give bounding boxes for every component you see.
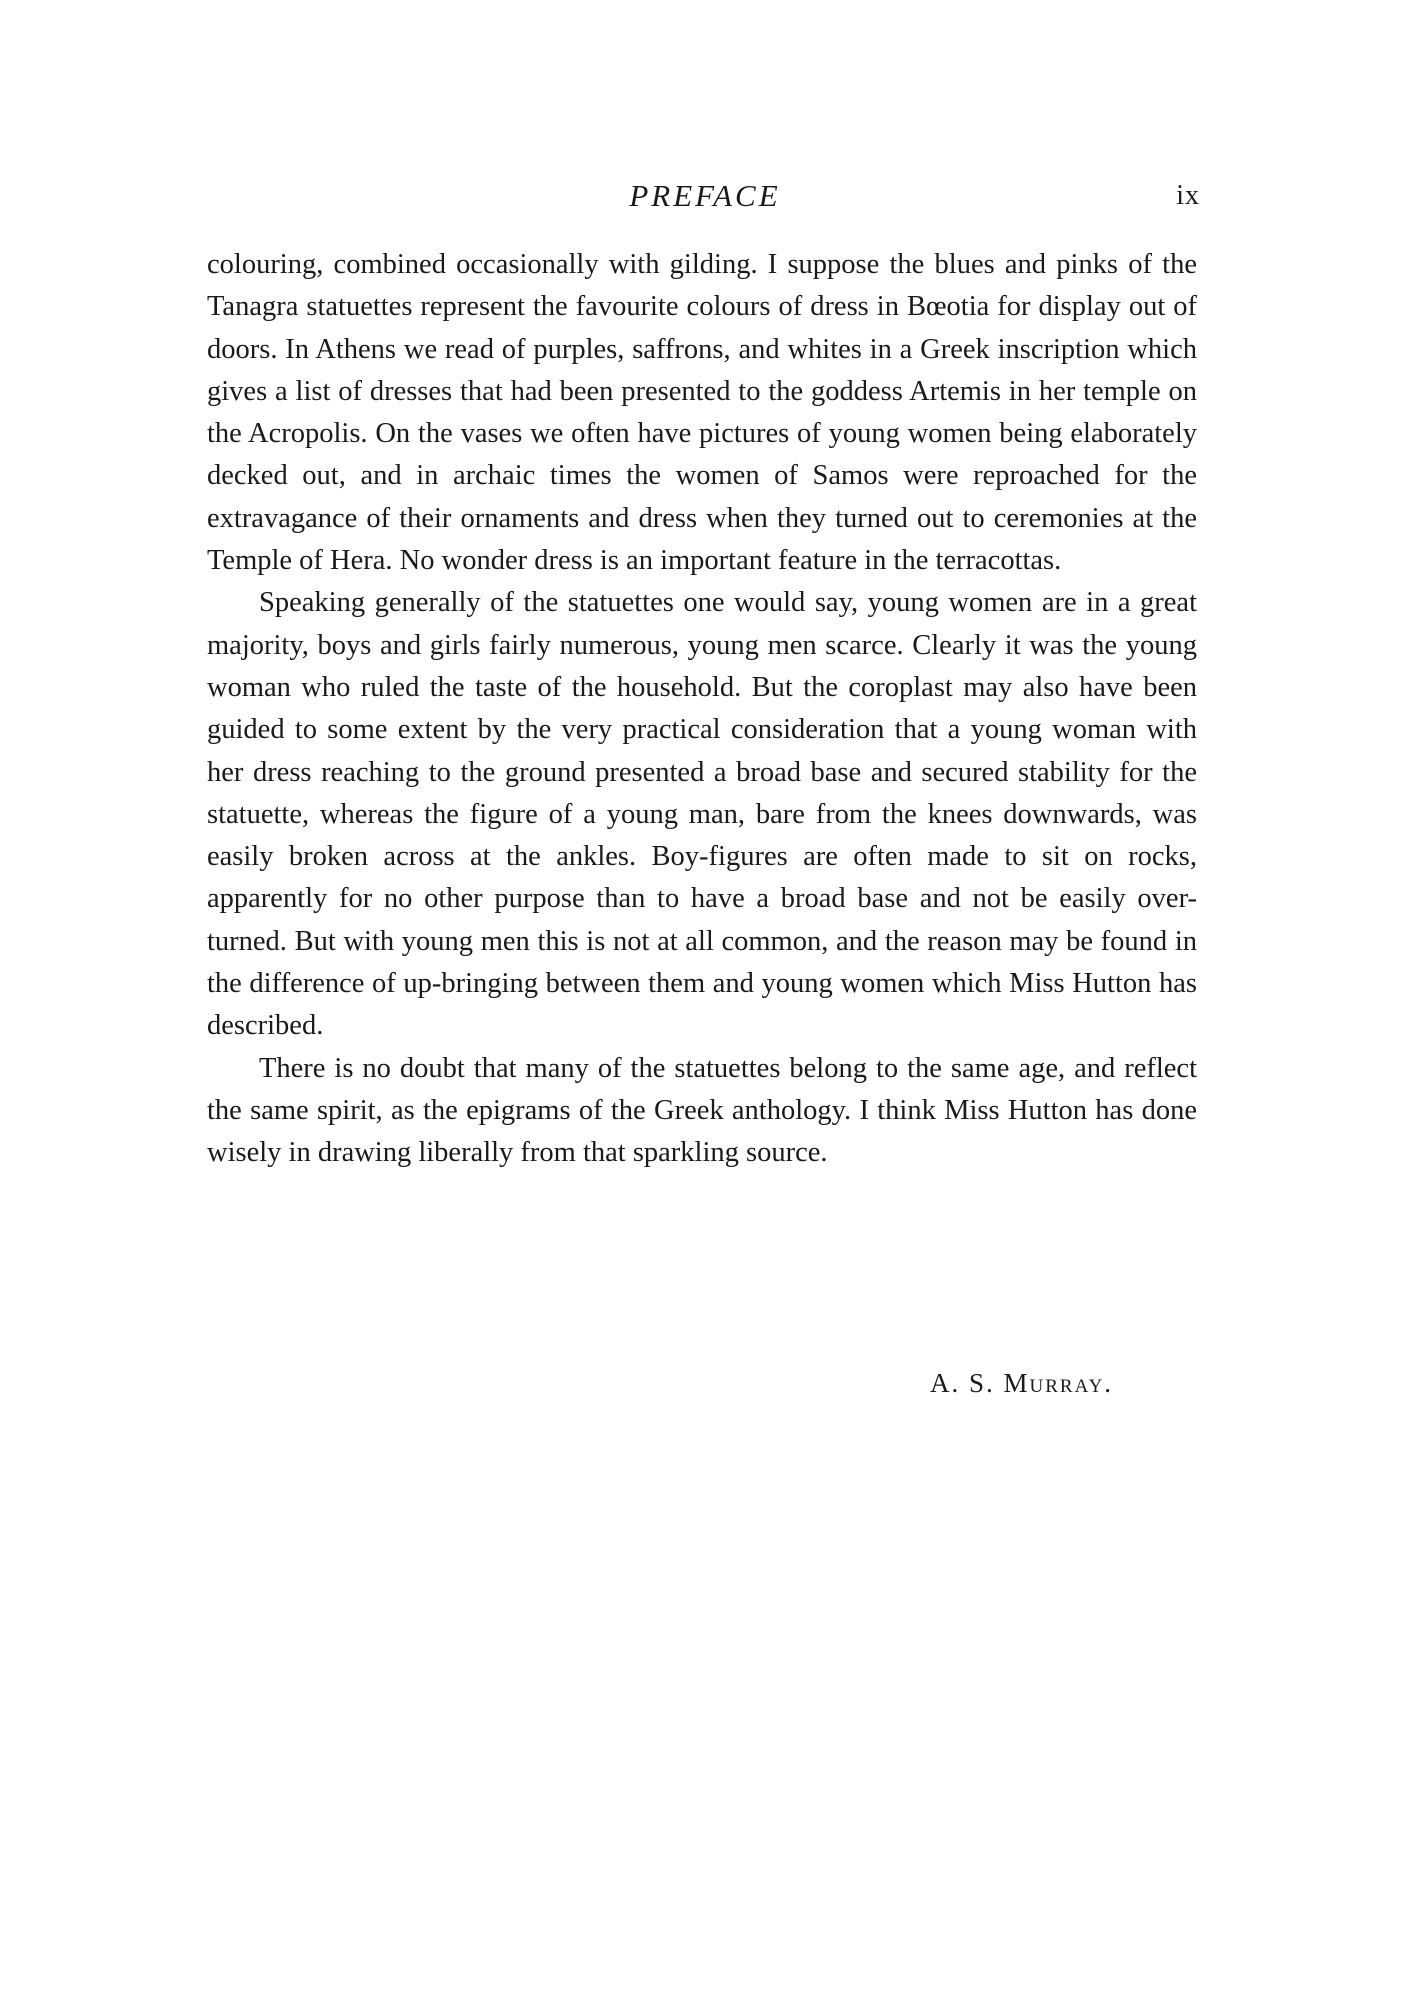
author-signature: A. S. Murray.	[930, 1368, 1114, 1398]
paragraph-epigrams: There is no doubt that many of the statuettes belong to the same age, and reflect the same spirit, as the epigrams of the Greek anthology. I think Miss Hutton has done wisely in drawing liberally from that sparkling source.	[207, 1052, 1197, 1169]
running-title: PREFACE	[629, 178, 781, 213]
paragraph-continued: colouring, combined occasionally with gilding. I suppose the blues and pinks of the Tanagra statuettes represent the favourite colours of dress in Bœotia for display out of doors. In Athens we read of purples, saffrons, and whites in a Greek inscription which gives a list of dresses that had been presented to the goddess Artemis in her temple on the Acropolis. On the vases we often have pictures of young women being elaborately decked out, and in archaic times the women of Samos were reproached for the extravagance of their ornaments and dress when they turned out to ceremonies at the Temple of Hera. No wonder dress is an important feature in the terracottas.	[207, 249, 1197, 577]
body-text	[207, 244, 1197, 1175]
paragraph-statuettes: Speaking generally of the statuettes one would say, young women are in a great majority, boys and girls fairly numerous, young men scarce. Clearly it was the young woman who ruled the taste of the household. But the coroplast may also have been guided to some extent by the very practical consideration that a young woman with her dress reaching to the ground presented a broad base and secured stability for the statuette, whereas the figure of a young man, bare from the knees downwards, was easily broken across at the ankles. Boy-figures are often made to sit on rocks, apparently for no other purpose than to have a broad base and not be easily over-turned. But with young men this is not at all common, and the reason may be found in the difference of up-bringing between them and young women which Miss Hutton has described.	[207, 587, 1197, 1042]
page-number: ix	[1176, 180, 1200, 211]
